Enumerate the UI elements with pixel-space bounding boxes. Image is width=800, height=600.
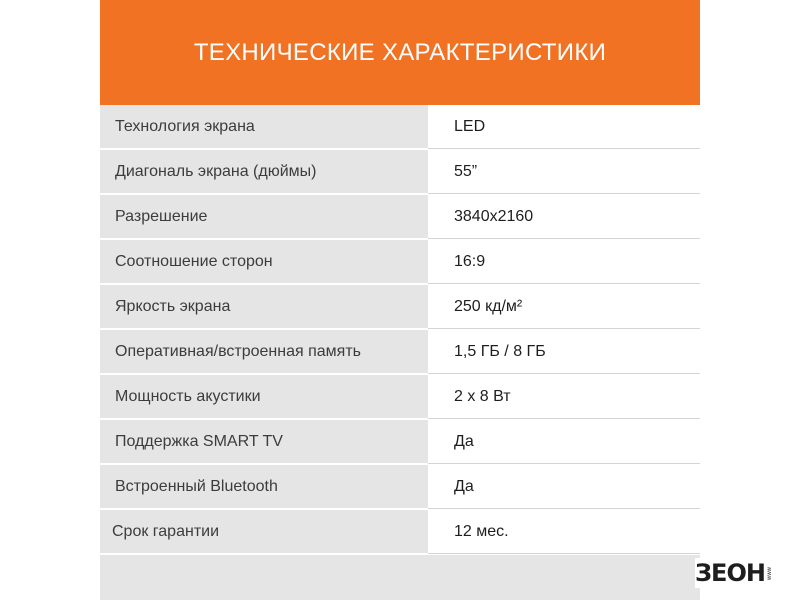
spec-row	[100, 240, 700, 285]
spec-row	[100, 375, 700, 420]
spec-value: 55”	[428, 150, 700, 194]
spec-value: LED	[428, 105, 700, 149]
spec-value: Да	[428, 465, 700, 509]
spec-value: 1,5 ГБ / 8 ГБ	[428, 330, 700, 374]
spec-label: Срок гарантии	[100, 510, 428, 554]
spec-label: Мощность акустики	[100, 375, 428, 419]
spec-row	[100, 420, 700, 465]
spec-value: 16:9	[428, 240, 700, 284]
spec-row	[100, 150, 700, 195]
spec-value: 3840x2160	[428, 195, 700, 239]
spec-row	[100, 105, 700, 150]
spec-value: 250 кд/м²	[428, 285, 700, 329]
spec-label: Яркость экрана	[100, 285, 428, 329]
spec-value: 2 x 8 Вт	[428, 375, 700, 419]
logo-wordmark: ЗЕОН	[695, 559, 765, 587]
spec-sheet	[100, 0, 700, 600]
spec-table	[100, 105, 700, 555]
spec-header	[100, 0, 700, 105]
spec-value: 12 мес.	[428, 510, 700, 554]
spec-row	[100, 285, 700, 330]
spec-label: Разрешение	[100, 195, 428, 239]
footer-band	[100, 555, 700, 600]
logo-subtext: www	[766, 566, 773, 580]
spec-value: Да	[428, 420, 700, 464]
spec-label: Встроенный Bluetooth	[100, 465, 428, 509]
spec-row	[100, 195, 700, 240]
brand-logo	[695, 558, 785, 588]
spec-label: Технология экрана	[100, 105, 428, 149]
spec-label: Поддержка SMART TV	[100, 420, 428, 464]
spec-label: Диагональ экрана (дюймы)	[100, 150, 428, 194]
spec-row	[100, 330, 700, 375]
spec-row	[100, 510, 700, 555]
spec-row	[100, 465, 700, 510]
page-title: ТЕХНИЧЕСКИЕ ХАРАКТЕРИСТИКИ	[193, 38, 607, 66]
spec-label: Оперативная/встроенная память	[100, 330, 428, 374]
spec-label: Соотношение сторон	[100, 240, 428, 284]
